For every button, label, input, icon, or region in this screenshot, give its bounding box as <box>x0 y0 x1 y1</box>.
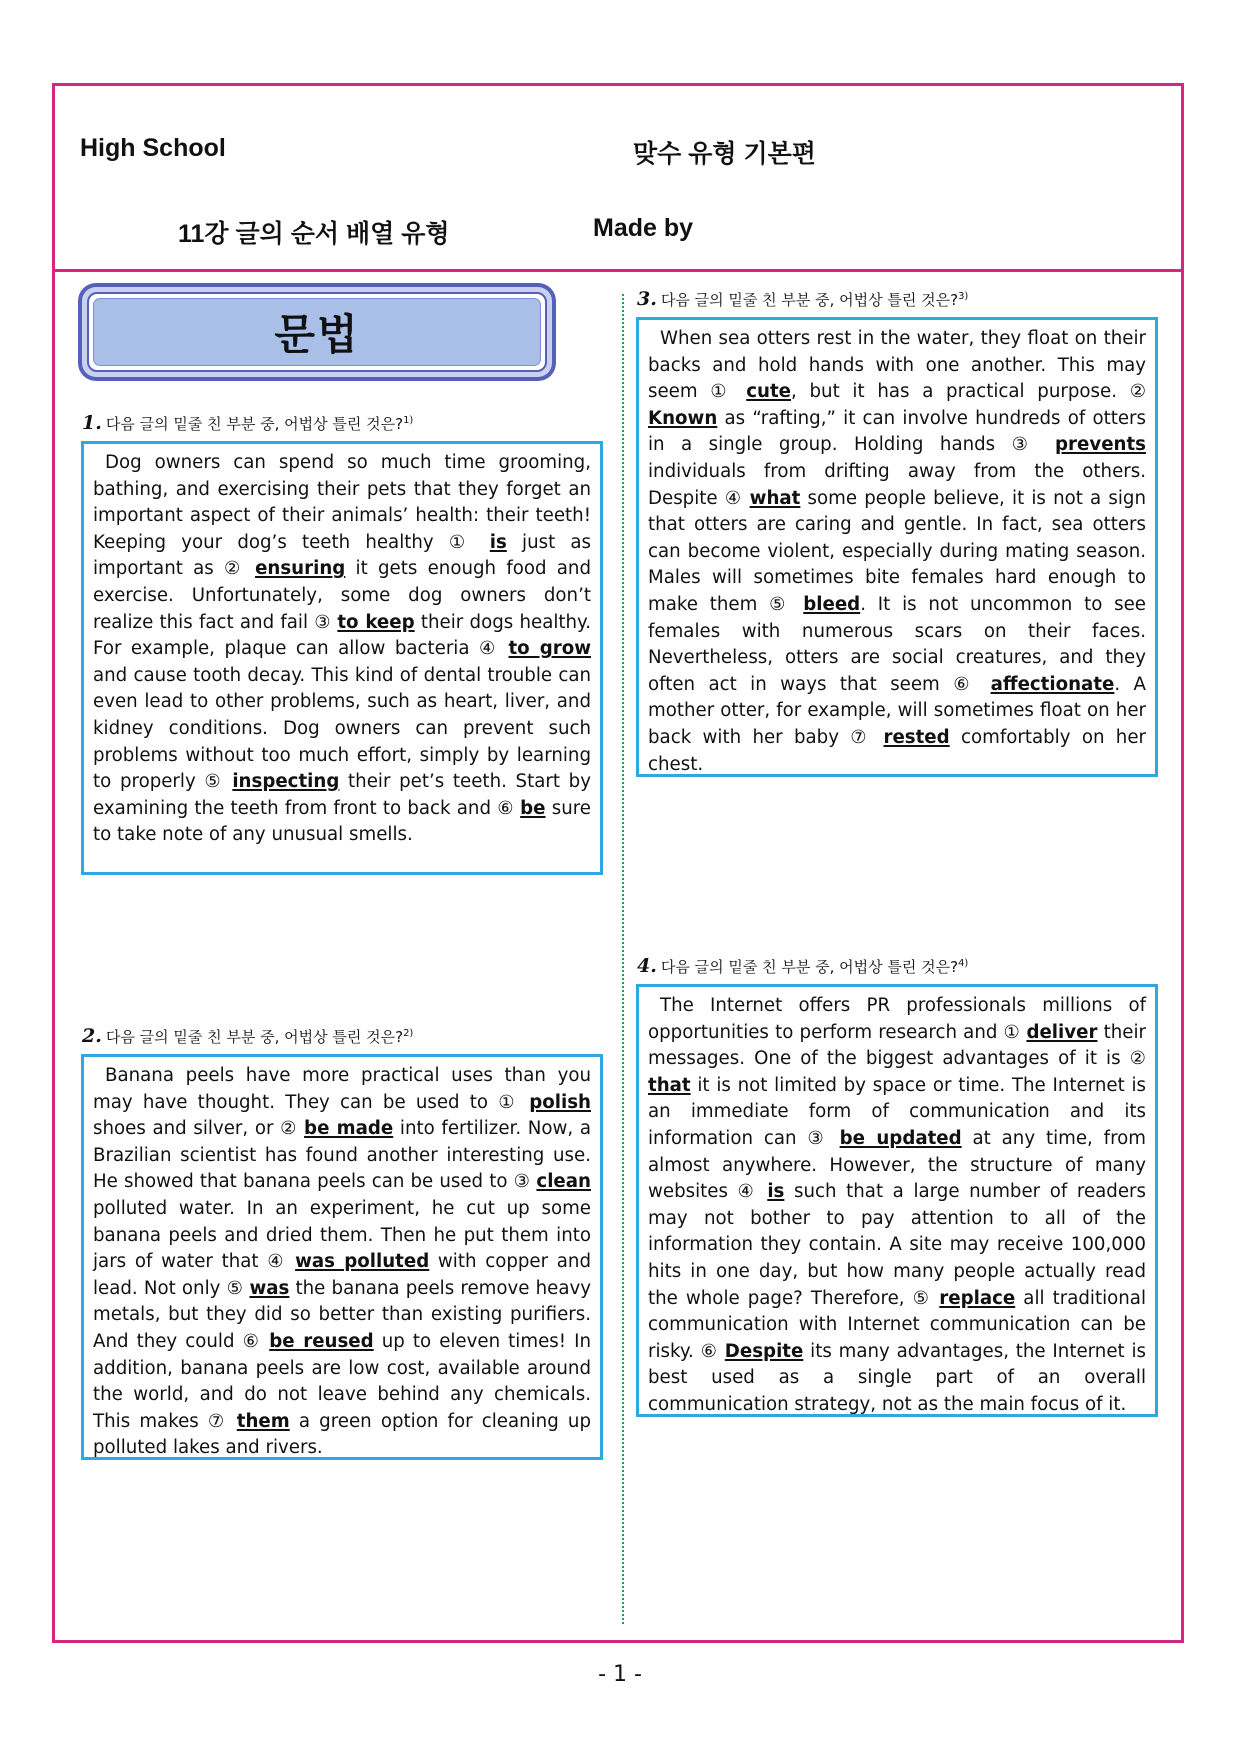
underlined-choice: was polluted <box>295 1251 430 1273</box>
passage-segment: , but it has a practical purpose. ② <box>791 381 1146 403</box>
underlined-choice: be updated <box>839 1127 962 1149</box>
header-divider <box>55 269 1181 272</box>
question-2-title: 2. 다음 글의 밑줄 친 부분 중, 어법상 틀린 것은?$^{2)}$ <box>82 1025 414 1047</box>
underlined-choice: them <box>236 1410 290 1432</box>
underlined-choice: be made <box>304 1118 394 1140</box>
underlined-choice: is <box>767 1181 785 1203</box>
passage-text <box>93 1063 591 1462</box>
passage-segment: at any time, from almost anywhere. However, the structure of many websites ④ <box>648 1127 1146 1203</box>
underlined-choice: inspecting <box>232 771 340 793</box>
passage-segment: up to eleven times! In addition, banana peels are low cost, available around the world, and do not leave behind any chemicals. This makes ⑦ <box>93 1330 591 1432</box>
passage-segment: a green option for cleaning up polluted lakes and rivers. <box>93 1410 591 1459</box>
passage-segment: the banana peels remove heavy metals, but they did so better than existing purifiers. And they could ⑥ <box>93 1277 591 1352</box>
series-label: 맞수 유형 기본편 <box>633 140 816 168</box>
passage-segment: its many advantages, the Internet is best used as a single part of an overall communication strategy, not as the main focus of it. <box>648 1340 1146 1415</box>
underlined-choice: replace <box>939 1287 1016 1309</box>
passage-segment: individuals from drifting away from the others. Despite ④ <box>648 460 1146 509</box>
passage-segment: comfortably on her chest. <box>648 726 1146 775</box>
question-2-passage <box>81 1054 603 1460</box>
underlined-choice: bleed <box>803 593 861 615</box>
page-number: - 1 - <box>598 1662 642 1687</box>
passage-text <box>648 326 1146 778</box>
passage-segment: Dog owners can spend so much time grooming, bathing, and exercising their pets that they forget an important aspect of their animals’ health: their teeth! Keeping your dog’s teeth healthy ① <box>93 452 591 553</box>
passage-segment: shoes and silver, or ② <box>93 1118 305 1140</box>
question-1-title: 1. 다음 글의 밑줄 친 부분 중, 어법상 틀린 것은?$^{1)}$ <box>82 412 414 434</box>
underlined-choice: be <box>520 797 546 819</box>
made-by-label: Made by <box>593 214 694 242</box>
passage-segment: The Internet offers PR professionals millions of opportunities to perform research and ① <box>648 995 1146 1043</box>
passage-segment: with copper and lead. Not only ⑤ <box>93 1251 591 1299</box>
underlined-choice: Known <box>648 407 718 429</box>
passage-segment: their dogs healthy. For example, plaque can allow bacteria ④ <box>93 611 591 660</box>
lesson-title: 11강 글의 순서 배열 유형 <box>178 220 450 248</box>
passage-segment: it is not limited by space or time. The Internet is an immediate form of communication and its information can ③ <box>648 1074 1146 1149</box>
passage-segment: and cause tooth decay. This kind of dental trouble can even lead to other problems, such as heart, liver, and kidney conditions. Dog owners can prevent such problems without too much effort, simply by learning to properly ⑤ <box>93 664 591 793</box>
passage-segment: into fertilizer. Now, a Brazilian scientist has found another interesting use. He showed that banana peels can be used to ③ <box>93 1118 592 1193</box>
underlined-choice: what <box>749 487 801 509</box>
question-4-title: 4. 다음 글의 밑줄 친 부분 중, 어법상 틀린 것은?$^{4)}$ <box>637 955 969 977</box>
passage-segment: some people believe, it is not a sign that otters are caring and gentle. In fact, sea otters can become violent, especially during mating season. Males will sometimes bite females hard enough to make them ⑤ <box>648 487 1146 615</box>
passage-segment: polluted water. In an experiment, he cut up some banana peels and dried them. Then he put them into jars of water that ④ <box>93 1197 591 1273</box>
question-1-passage <box>81 441 603 875</box>
section-banner-title: 문법 <box>93 298 541 366</box>
underlined-choice: was <box>249 1277 290 1299</box>
underlined-choice: Despite <box>724 1340 804 1362</box>
underlined-choice: deliver <box>1026 1021 1098 1043</box>
passage-segment: their pet’s teeth. Start by examining the teeth from front to back and ⑥ <box>93 771 591 819</box>
underlined-choice: is <box>489 531 507 553</box>
question-4-passage <box>636 984 1158 1417</box>
passage-segment: such that a large number of readers may not bother to pay attention to all of the information they contain. A site may receive 100,000 hits in one day, but how many people actually read the whole page? Therefore, ⑤ <box>648 1181 1146 1309</box>
passage-segment: it gets enough food and exercise. Unfortunately, some dog owners don’t realize this fact and fail ③ <box>93 558 592 633</box>
underlined-choice: that <box>648 1074 691 1096</box>
underlined-choice: polish <box>529 1091 591 1113</box>
question-3-title: 3. 다음 글의 밑줄 친 부분 중, 어법상 틀린 것은?$^{3)}$ <box>637 288 969 310</box>
passage-segment: all traditional communication with Internet communication can be risky. ⑥ <box>648 1287 1146 1362</box>
underlined-choice: be reused <box>269 1330 374 1352</box>
underlined-choice: cute <box>746 381 792 403</box>
passage-segment: just as important as ② <box>93 531 592 580</box>
section-banner <box>78 283 556 381</box>
passage-segment: . It is not uncommon to see females with numerous scars on their faces. Nevertheless, otters are social creatures, and they often act in ways that seem ⑥ <box>648 593 1146 695</box>
underlined-choice: clean <box>536 1171 591 1193</box>
underlined-choice: prevents <box>1055 434 1146 456</box>
passage-segment: sure to take note of any unusual smells. <box>93 797 591 846</box>
passage-segment: as “rafting,” it can involve hundreds of otters in a single group. Holding hands ③ <box>648 407 1146 456</box>
underlined-choice: to keep <box>337 611 415 633</box>
underlined-choice: affectionate <box>990 673 1115 695</box>
underlined-choice: rested <box>883 726 950 748</box>
underlined-choice: to grow <box>508 638 591 660</box>
passage-segment: When sea otters rest in the water, they float on their backs and hold hands with one another. This may seem ① <box>648 328 1146 403</box>
underlined-choice: ensuring <box>255 558 346 580</box>
question-3-passage <box>636 317 1158 777</box>
school-label: High School <box>80 134 226 162</box>
passage-segment: their messages. One of the biggest advantages of it is ② <box>648 1021 1146 1070</box>
passage-text <box>648 993 1146 1419</box>
passage-text <box>93 450 591 849</box>
passage-segment: . A mother otter, for example, will sometimes float on her back with her baby ⑦ <box>648 673 1147 748</box>
column-divider <box>622 294 624 1624</box>
passage-segment: Banana peels have more practical uses than you may have thought. They can be used to ① <box>93 1065 591 1113</box>
